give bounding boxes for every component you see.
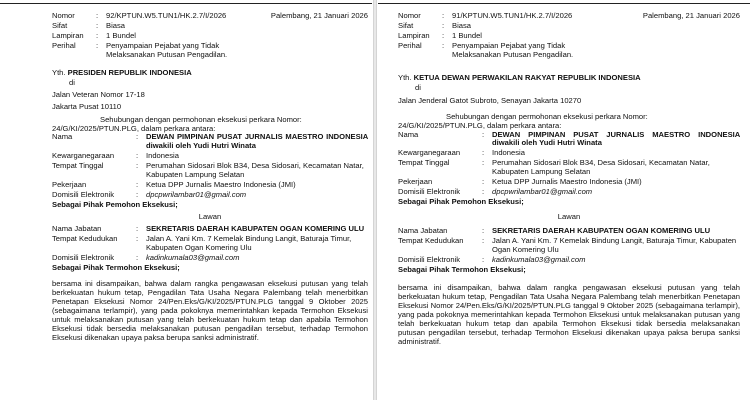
lampiran-value: 1 Bundel [452, 30, 482, 40]
intro-line-2: 24/G/KI/2025/PTUN.PLG, dalam perkara antara: [52, 123, 216, 133]
domisili-row-2: Domisili Elektronik : kadinkumala03@gmail.com [398, 256, 740, 265]
pemohon-label: Sebagai Pihak Pemohon Eksekusi; [398, 197, 524, 207]
recipient-block [398, 74, 740, 106]
lawan-label: Lawan [557, 212, 581, 222]
letter-content [52, 12, 368, 343]
recipient-name: PRESIDEN REPUBLIK INDONESIA [67, 67, 192, 77]
tempat-tinggal-row: Tempat Tinggal : Perumahan Sidosari Blok B34, Desa Sidosari, Kecamatan Natar, Kabupaten Lampung Selatan [52, 162, 368, 180]
di-label: di [69, 77, 75, 87]
page-divider [373, 0, 377, 400]
nomor-value: 92/KPTUN.W5.TUN1/HK.2.7/I/2026 [106, 11, 227, 20]
nama-bold: DEWAN PIMPINAN PUSAT JURNALIS MAESTRO INDONESIA [492, 129, 740, 139]
nama-jabatan-row: Nama Jabatan : SEKRETARIS DAERAH KABUPATEN OGAN KOMERING ULU [398, 227, 740, 236]
perihal-value [106, 42, 368, 60]
recipient-line [398, 74, 740, 83]
perihal-row: Perihal : Penyampaian Pejabat yang Tidak Melaksanakan Putusan Pengadilan. [52, 42, 368, 60]
perihal-line-2: Melaksanakan Putusan Pengadilan. [452, 49, 574, 59]
domisili-value: dpcpwrilambar01@gmail.com [146, 190, 247, 200]
perihal-label: Perihal [52, 40, 76, 50]
tempat-kedudukan-label: Tempat Kedudukan [52, 234, 118, 244]
letter-page-dpr [378, 0, 750, 400]
domisili-row-1: Domisili Elektronik : dpcpwrilambar01@gmail.com [398, 188, 740, 197]
pekerjaan-label: Pekerjaan [398, 177, 433, 187]
lampiran-row: Lampiran : 1 Bundel [52, 32, 368, 41]
nama-bold: DEWAN PIMPINAN PUSAT JURNALIS MAESTRO INDONESIA [146, 132, 368, 142]
body-paragraph: bersama ini disampaikan, bahwa dalam rangka pengawasan eksekusi putusan yang telah berkekuatan hukum tetap, Pengadilan Tata Usaha Negara Palembang telah menerbitkan Penetapan Eksekusi Nomor 24/Pen.Eks/G/KI/2025/PTUN.PLG tanggal 9 Oktober 2025 (sebagaimana terlampir), yang pada pokoknya memerintahkan kepada Termohon Eksekusi untuk melaksanakan putusan yang telah berkekuatan hukum tetap dan apabila Termohon Eksekusi tidak bersedia melaksanakan putusan pengadilan tersebut, terhadap Termohon Eksekusi dikenakan upaya paksa berupa sanksi administratif. [398, 282, 740, 346]
nama-jabatan-label: Nama Jabatan [52, 224, 102, 234]
lampiran-label: Lampiran [398, 30, 430, 40]
letter-page-president [0, 0, 372, 400]
intro-paragraph [398, 113, 740, 131]
recipient-name: KETUA DEWAN PERWAKILAN RAKYAT REPUBLIK INDONESIA [413, 72, 641, 82]
yth-prefix: Yth. [52, 67, 68, 77]
intro-line-1: Sehubungan dengan permohonan eksekusi perkara Nomor: [100, 114, 302, 124]
nomor-row: Nomor : 92/KPTUN.W5.TUN1/HK.2.7/I/2026 Palembang, 21 Januari 2026 [52, 11, 368, 20]
letter-date: Palembang, 21 Januari 2026 [270, 11, 368, 20]
sifat-label: Sifat [52, 20, 68, 30]
perihal-label: Perihal [398, 40, 422, 50]
nama-jabatan-row: Nama Jabatan : SEKRETARIS DAERAH KABUPATEN OGAN KOMERING ULU [52, 225, 368, 234]
lawan-label: Lawan [198, 212, 222, 222]
domisili-value-2: kadinkumala03@gmail.com [146, 252, 240, 262]
tempat-kedudukan-row: Tempat Kedudukan : Jalan A. Yani Km. 7 Kemelak Bindung Langit, Baturaja Timur, Kabupaten Ogan Komering Ulu [398, 237, 740, 255]
intro-line-1: Sehubungan dengan permohonan eksekusi perkara Nomor: [446, 111, 648, 121]
kewarganegaraan-value: Indonesia [146, 151, 179, 161]
tempat-kedudukan-value: Jalan A. Yani Km. 7 Kemelak Bindung Langit, Baturaja Timur, Kabupaten Ogan Komering Ulu [492, 236, 737, 255]
letterhead-rule [0, 0, 372, 4]
body-paragraph: bersama ini disampaikan, bahwa dalam rangka pengawasan eksekusi putusan yang telah berkekuatan hukum tetap, Pengadilan Tata Usaha Negara Palembang telah menerbitkan Penetapan Eksekusi Nomor 24/Pen.Eks/G/KI/2025/PTUN.PLG tanggal 9 Oktober 2025 (sebagaimana terlampir), yang pada pokoknya memerintahkan kepada Termohon Eksekusi untuk melaksanakan putusan yang telah berkekuatan hukum tetap dan apabila Termohon Eksekusi tidak bersedia melaksanakan putusan pengadilan tersebut, terhadap Termohon Eksekusi dikenakan upaya paksa berupa sanksi administratif. [52, 278, 368, 342]
nama-rest: diwakili oleh Yudi Hutri Winata [146, 141, 256, 151]
nomor-value: 91/KPTUN.W5.TUN1/HK.2.7/I/2026 [452, 11, 573, 20]
letterhead-rule [378, 0, 750, 4]
pemohon-label: Sebagai Pihak Pemohon Eksekusi; [52, 200, 178, 210]
kewarganegaraan-value: Indonesia [492, 148, 525, 158]
tempat-tinggal-value: Perumahan Sidosari Blok B34, Desa Sidosari, Kecamatan Natar, Kabupaten Lampung Selatan [146, 161, 364, 180]
domisili-value: dpcpwrilambar01@gmail.com [492, 187, 593, 197]
perihal-row: Perihal : Penyampaian Pejabat yang Tidak Melaksanakan Putusan Pengadilan. [398, 42, 740, 60]
domisili-value-2: kadinkumala03@gmail.com [492, 254, 586, 264]
perihal-line-2: Melaksanakan Putusan Pengadilan. [106, 49, 228, 59]
tempat-kedudukan-row: Tempat Kedudukan : Jalan A. Yani Km. 7 Kemelak Bindung Langit, Baturaja Timur, Kabupaten Ogan Komering Ulu [52, 235, 368, 253]
lampiran-value: 1 Bundel [106, 30, 136, 40]
address-line-1: Jalan Jenderal Gatot Subroto, Senayan Jakarta 10270 [398, 95, 582, 105]
letter-date: Palembang, 21 Januari 2026 [642, 11, 740, 20]
yth-prefix: Yth. [398, 72, 414, 82]
domisili-row-1: Domisili Elektronik : dpcpwrilambar01@gmail.com [52, 191, 368, 200]
lampiran-label: Lampiran [52, 30, 84, 40]
kewarganegaraan-row: Kewarganegaraan : Indonesia [398, 149, 740, 158]
kewarganegaraan-label: Kewarganegaraan [398, 148, 461, 158]
di-label: di [415, 82, 421, 92]
tempat-tinggal-row: Tempat Tinggal : Perumahan Sidosari Blok B34, Desa Sidosari, Kecamatan Natar, Kabupaten Lampung Selatan [398, 159, 740, 177]
pekerjaan-label: Pekerjaan [52, 180, 87, 190]
pekerjaan-row: Pekerjaan : Ketua DPP Jurnalis Maestro Indonesia (JMI) [398, 178, 740, 187]
termohon-label: Sebagai Pihak Termohon Eksekusi; [398, 264, 526, 274]
nama-label: Nama [52, 132, 73, 142]
intro-paragraph [52, 116, 368, 134]
tempat-tinggal-label: Tempat Tinggal [398, 158, 450, 168]
address-line-2: Jakarta Pusat 10110 [52, 101, 122, 111]
sifat-value: Biasa [452, 20, 471, 30]
sifat-row: Sifat : Biasa [52, 22, 368, 31]
tempat-tinggal-value: Perumahan Sidosari Blok B34, Desa Sidosari, Kecamatan Natar, Kabupaten Lampung Selatan [492, 158, 710, 177]
kewarganegaraan-label: Kewarganegaraan [52, 151, 115, 161]
nama-jabatan-label: Nama Jabatan [398, 226, 448, 236]
termohon-label: Sebagai Pihak Termohon Eksekusi; [52, 262, 180, 272]
pekerjaan-value: Ketua DPP Jurnalis Maestro Indonesia (JMI) [492, 177, 642, 187]
domisili-label: Domisili Elektronik [398, 187, 461, 197]
nama-value [492, 131, 740, 149]
domisili-label-2: Domisili Elektronik [398, 254, 461, 264]
sifat-value: Biasa [106, 20, 125, 30]
nama-row: Nama : DEWAN PIMPINAN PUSAT JURNALIS MAESTRO INDONESIA diwakili oleh Yudi Hutri Winata [52, 132, 368, 151]
perihal-value [452, 42, 740, 60]
nomor-label: Nomor [52, 11, 75, 20]
tempat-kedudukan-value: Jalan A. Yani Km. 7 Kemelak Bindung Langit, Baturaja Timur, Kabupaten Ogan Komering Ulu [146, 234, 352, 252]
tempat-tinggal-label: Tempat Tinggal [52, 161, 104, 171]
letter-content [398, 12, 740, 347]
nama-jabatan-value: SEKRETARIS DAERAH KABUPATEN OGAN KOMERING ULU [492, 226, 711, 236]
pekerjaan-value: Ketua DPP Jurnalis Maestro Indonesia (JMI) [146, 180, 296, 190]
domisili-label: Domisili Elektronik [52, 190, 115, 200]
nama-label: Nama [398, 129, 419, 139]
nomor-label: Nomor [398, 11, 421, 20]
perihal-line-1: Penyampaian Pejabat yang Tidak [452, 40, 566, 50]
tempat-kedudukan-label: Tempat Kedudukan [398, 236, 464, 246]
address-line-1: Jalan Veteran Nomor 17-18 [52, 89, 145, 99]
nama-rest: diwakili oleh Yudi Hutri Winata [492, 138, 602, 148]
pekerjaan-row: Pekerjaan : Ketua DPP Jurnalis Maestro Indonesia (JMI) [52, 181, 368, 190]
intro-line-2: 24/G/KI/2025/PTUN.PLG, dalam perkara antara: [398, 120, 562, 130]
nama-value [146, 133, 368, 151]
nomor-row: Nomor : 91/KPTUN.W5.TUN1/HK.2.7/I/2026 Palembang, 21 Januari 2026 [398, 11, 740, 20]
kewarganegaraan-row: Kewarganegaraan : Indonesia [52, 152, 368, 161]
recipient-line [52, 69, 368, 78]
nama-jabatan-value: SEKRETARIS DAERAH KABUPATEN OGAN KOMERING ULU [146, 224, 365, 234]
perihal-line-1: Penyampaian Pejabat yang Tidak [106, 40, 220, 50]
lampiran-row: Lampiran : 1 Bundel [398, 32, 740, 41]
sifat-row: Sifat : Biasa [398, 22, 740, 31]
recipient-block [52, 69, 368, 112]
nama-row: Nama : DEWAN PIMPINAN PUSAT JURNALIS MAESTRO INDONESIA diwakili oleh Yudi Hutri Winata [398, 129, 740, 148]
domisili-row-2: Domisili Elektronik : kadinkumala03@gmail.com [52, 254, 368, 263]
sifat-label: Sifat [398, 20, 414, 30]
domisili-label-2: Domisili Elektronik [52, 252, 115, 262]
